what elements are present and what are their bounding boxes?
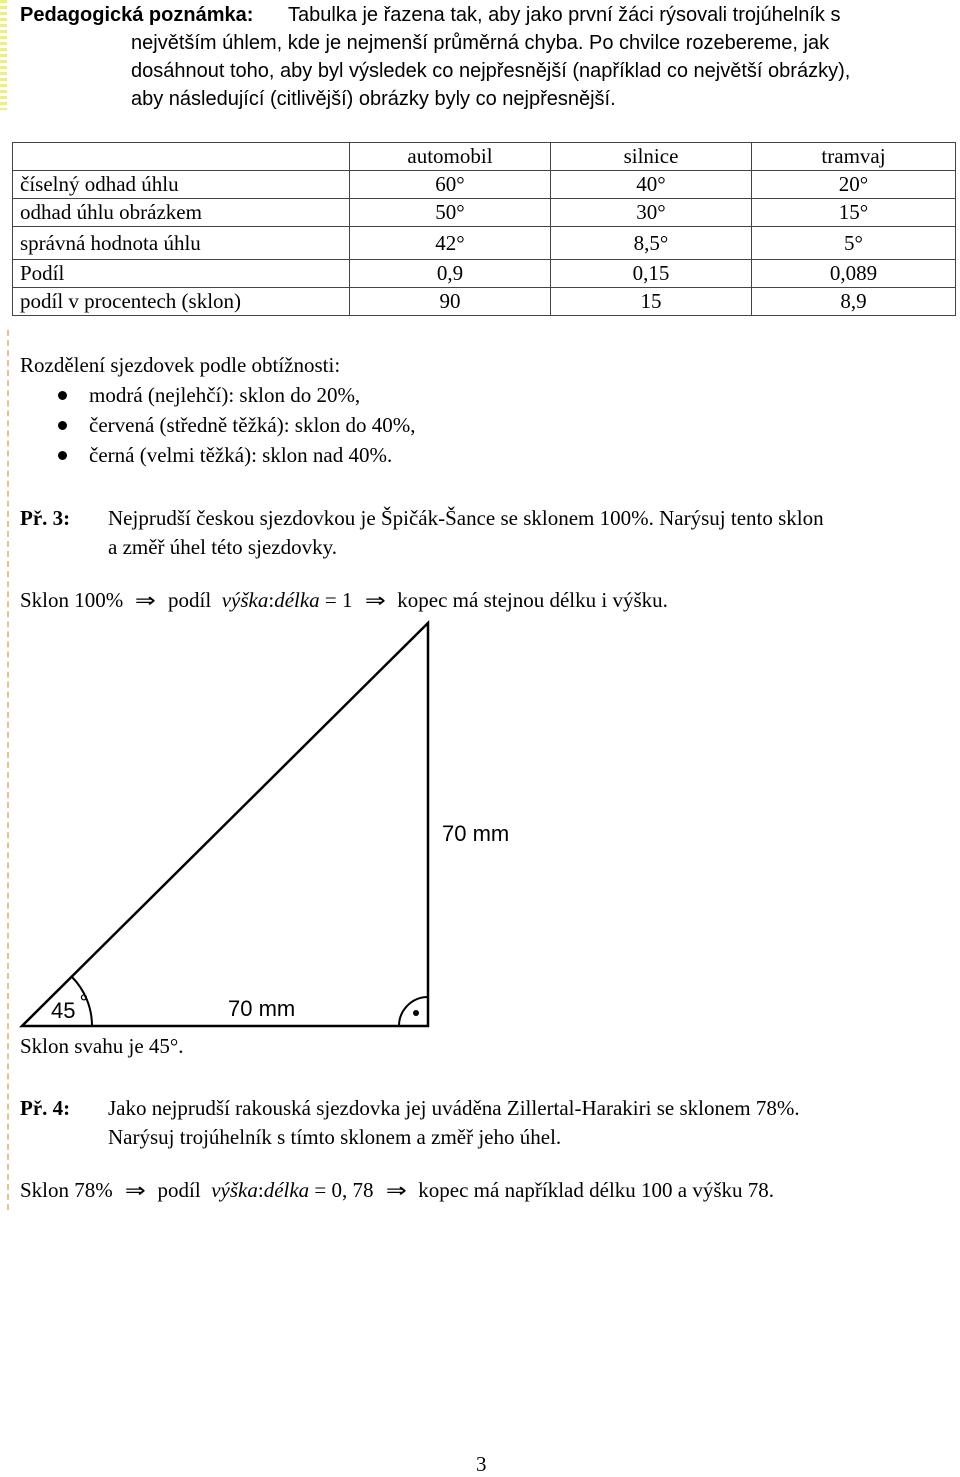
table-cell: 0,15 bbox=[551, 260, 752, 288]
example-3-label: Př. 3: bbox=[20, 506, 71, 530]
formula-rest: = 0, 78 bbox=[314, 1178, 374, 1202]
table-cell: 15 bbox=[551, 288, 752, 316]
table-cell: 40° bbox=[551, 171, 752, 199]
page-number: 3 bbox=[476, 1452, 487, 1476]
solution-text: podíl bbox=[168, 588, 212, 612]
table-cell: 15° bbox=[752, 199, 956, 227]
formula-rest: = 1 bbox=[324, 588, 353, 612]
angle-label: 45 ° bbox=[51, 990, 89, 1023]
example-3-conclusion: Sklon svahu je 45°. bbox=[20, 1034, 184, 1058]
formula-colon: : bbox=[257, 1178, 264, 1202]
implies-arrow-icon: ⇒ bbox=[135, 588, 157, 612]
example-4-line-1: Jako nejprudší rakouská sjezdovka jej uváděna Zillertal-Harakiri se sklonem 78%. bbox=[108, 1096, 800, 1120]
formula-var: délka bbox=[263, 1178, 310, 1202]
slopes-intro: Rozdělení sjezdovek podle obtížnosti: bbox=[20, 353, 341, 377]
table-cell: 50° bbox=[350, 199, 551, 227]
table-cell: 8,9 bbox=[752, 288, 956, 316]
implies-arrow-icon: ⇒ bbox=[385, 1178, 407, 1202]
table-cell: 30° bbox=[551, 199, 752, 227]
formula-var: délka bbox=[274, 588, 320, 612]
table-cell: správná hodnota úhlu bbox=[13, 227, 350, 260]
table-cell: 0,089 bbox=[752, 260, 956, 288]
height-label: 70 mm bbox=[442, 821, 510, 846]
solution-text: Sklon 78% bbox=[20, 1178, 113, 1202]
table-header-cell: tramvaj bbox=[752, 143, 956, 171]
solution-text: kopec má například délku 100 a výšku 78. bbox=[418, 1178, 775, 1202]
solution-text: kopec má stejnou délku i výšku. bbox=[397, 588, 668, 612]
right-angle-dot bbox=[413, 1010, 419, 1016]
table-header-cell: automobil bbox=[350, 143, 551, 171]
table-cell: 8,5° bbox=[551, 227, 752, 260]
formula-var: výška bbox=[211, 1178, 258, 1202]
table-cell: Podíl bbox=[13, 260, 350, 288]
table-cell: 60° bbox=[350, 171, 551, 199]
example-3-line-1: Nejprudší českou sjezdovkou je Špičák-Šance se sklonem 100%. Narýsuj tento sklon bbox=[108, 506, 824, 530]
table-header-cell: silnice bbox=[551, 143, 752, 171]
table-cell: odhad úhlu obrázkem bbox=[13, 199, 350, 227]
formula-var: výška bbox=[221, 588, 269, 612]
table-cell: 5° bbox=[752, 227, 956, 260]
solution-text: Sklon 100% bbox=[20, 588, 124, 612]
triangle bbox=[22, 623, 428, 1026]
note-line-4: aby následující (citlivější) obrázky byly co nejpřesnější. bbox=[131, 88, 616, 110]
table-cell: 20° bbox=[752, 171, 956, 199]
note-line-3: dosáhnout toho, aby byl výsledek co nejpřesnější (například co největší obrázky), bbox=[131, 60, 851, 82]
list-item-text: modrá (nejlehčí): sklon do 20%, bbox=[89, 383, 361, 407]
table-cell: 90 bbox=[350, 288, 551, 316]
note-line-2: největším úhlem, kde je nejmenší průměrná chyba. Po chvilce rozebereme, jak bbox=[131, 32, 830, 54]
solution-text: podíl bbox=[157, 1178, 201, 1202]
table-cell: podíl v procentech (sklon) bbox=[13, 288, 350, 316]
list-item-text: černá (velmi těžká): sklon nad 40%. bbox=[89, 443, 393, 467]
example-4-solution bbox=[20, 1178, 774, 1203]
implies-arrow-icon: ⇒ bbox=[364, 588, 386, 612]
list-item-text: červená (středně těžká): sklon do 40%, bbox=[89, 413, 416, 437]
base-label: 70 mm bbox=[228, 996, 296, 1021]
example-4-label: Př. 4: bbox=[20, 1096, 71, 1120]
formula-colon: : bbox=[268, 588, 275, 612]
table-cell: 42° bbox=[350, 227, 551, 260]
implies-arrow-icon: ⇒ bbox=[124, 1178, 146, 1202]
example-4-line-2: Narýsuj trojúhelník s tímto sklonem a změř jeho úhel. bbox=[108, 1125, 562, 1149]
table-cell: 0,9 bbox=[350, 260, 551, 288]
table-cell: číselný odhad úhlu bbox=[13, 171, 350, 199]
example-3-line-2: a změř úhel této sjezdovky. bbox=[108, 535, 337, 559]
note-line-1: Tabulka je řazena tak, aby jako první žáci rýsovali trojúhelník s bbox=[288, 4, 841, 26]
note-label: Pedagogická poznámka: bbox=[20, 4, 254, 26]
